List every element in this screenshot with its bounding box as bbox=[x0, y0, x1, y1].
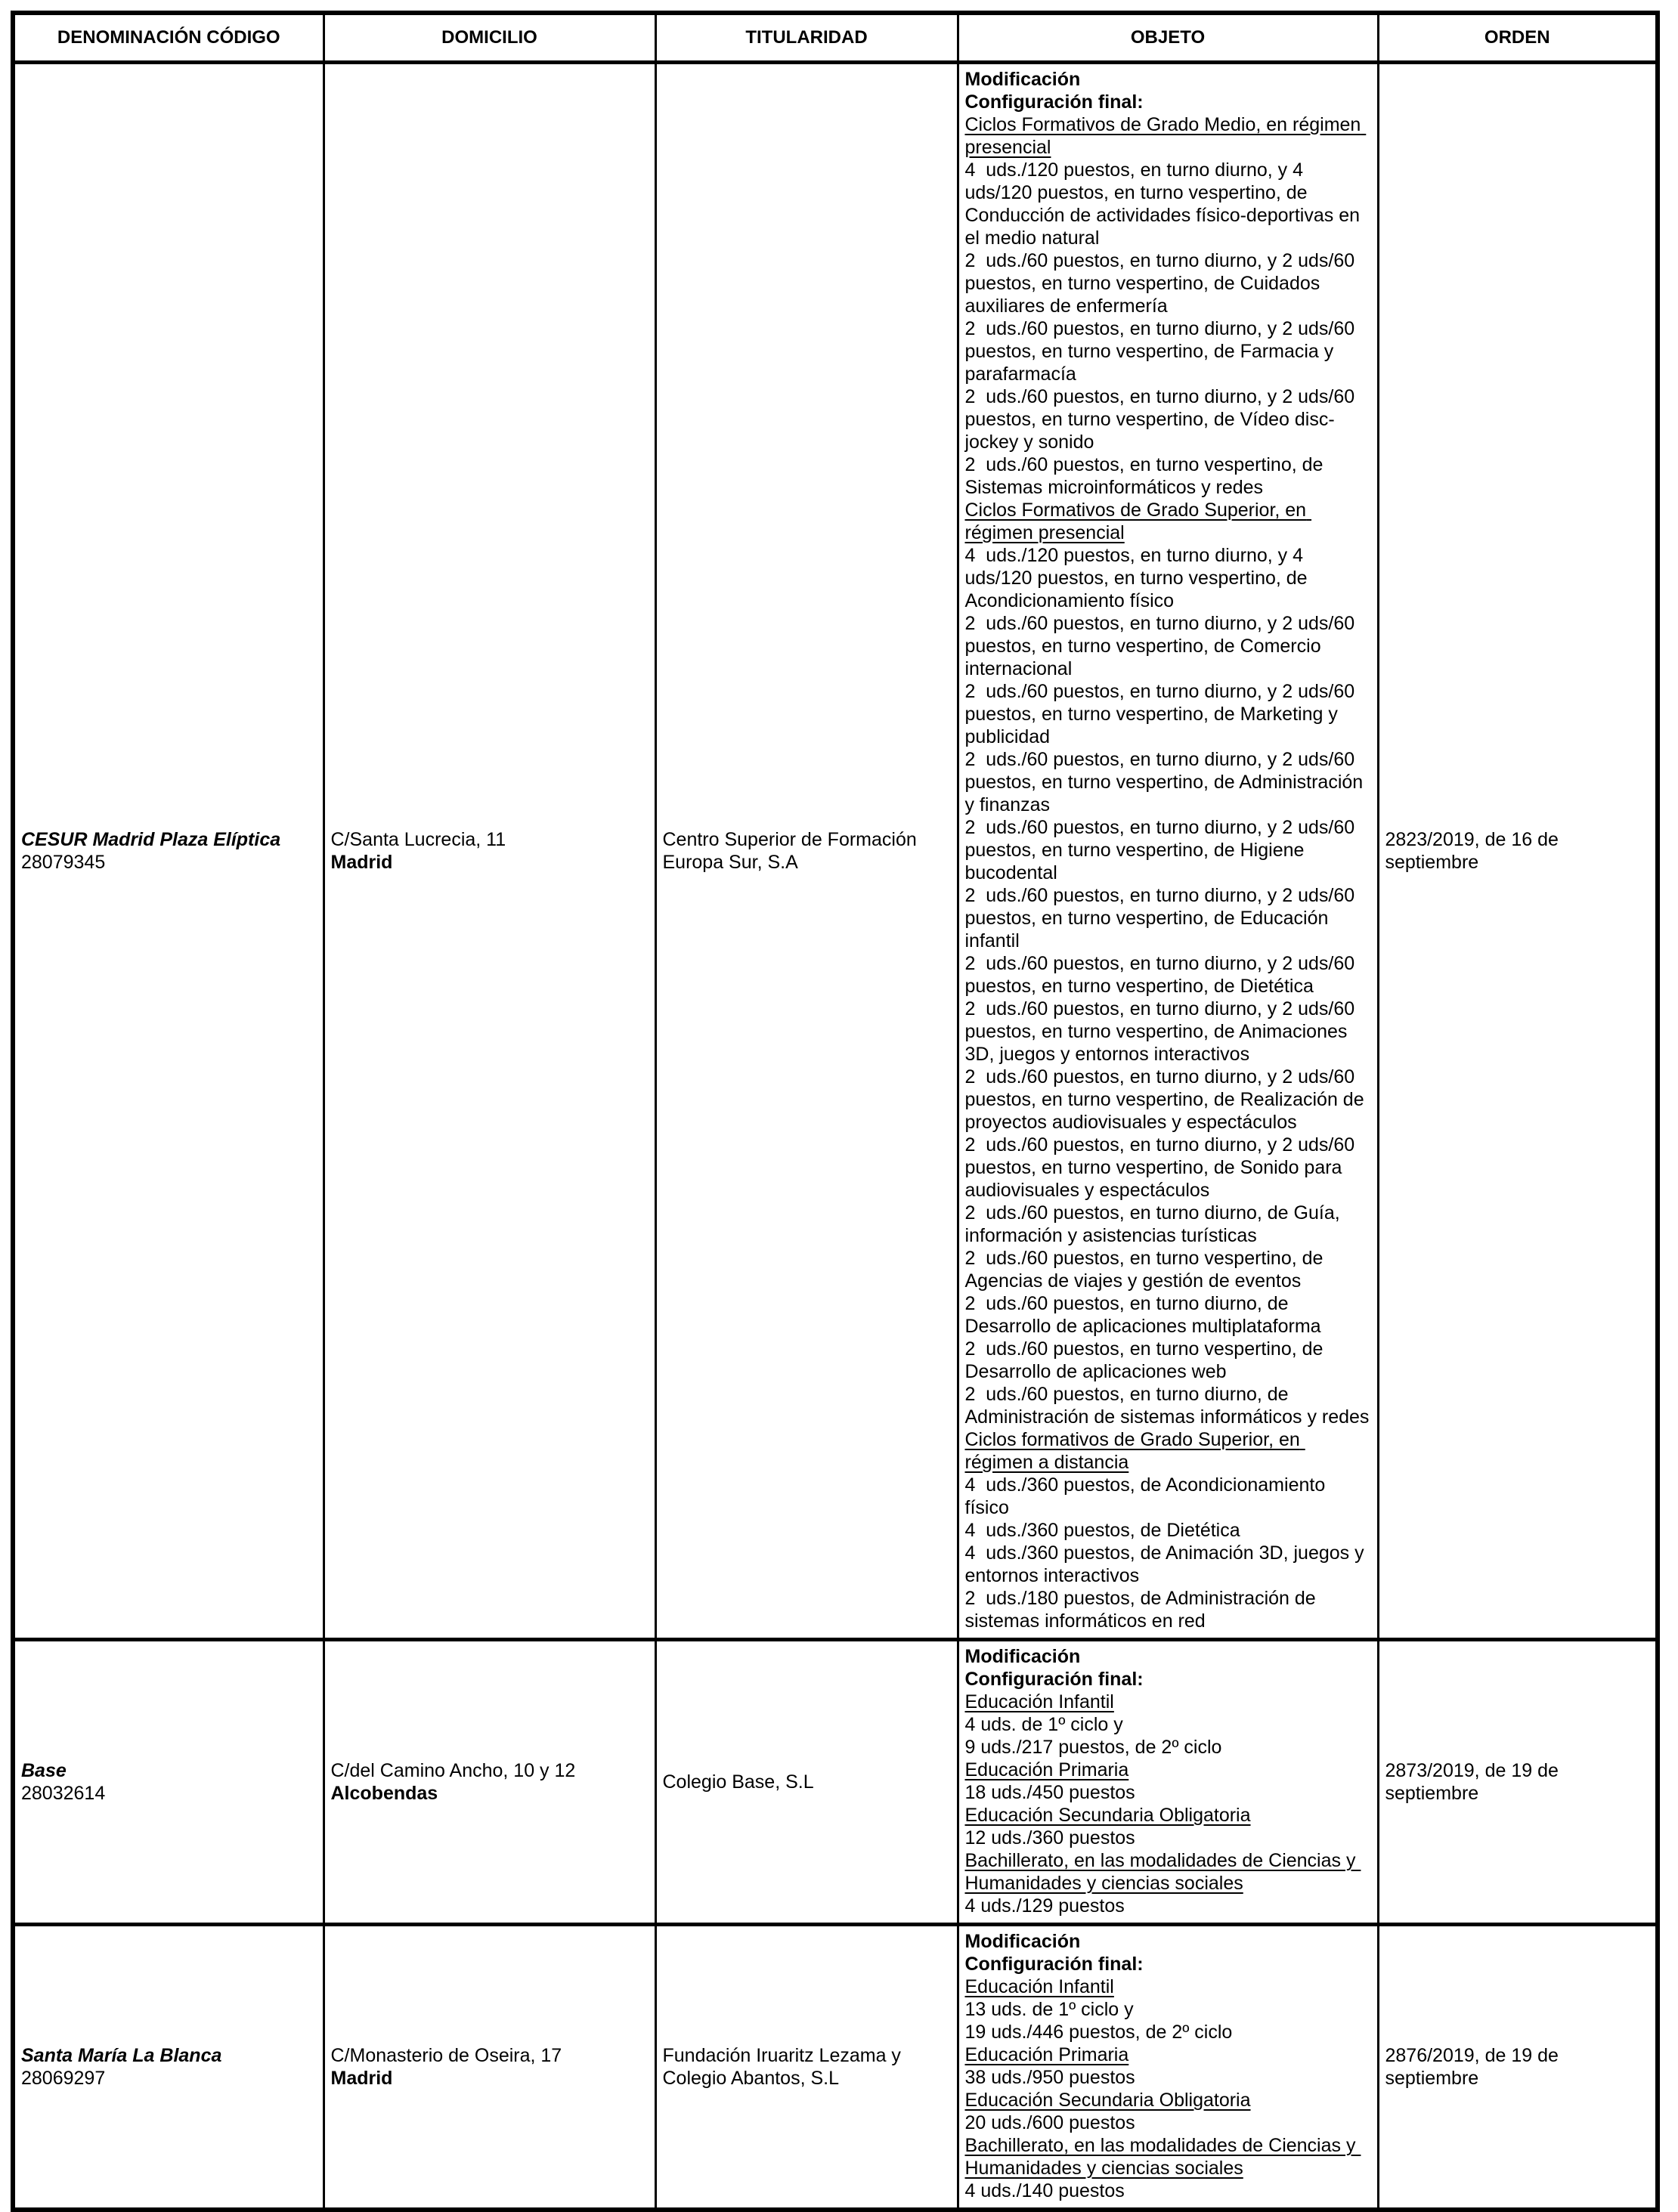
objeto-line: Configuración final: bbox=[964, 1669, 1144, 1690]
cell-orden bbox=[1378, 1640, 1658, 1925]
objeto-line: Ciclos Formativos de Grado Medio, en régimen presencial bbox=[964, 114, 1367, 158]
table-row bbox=[13, 63, 1658, 1640]
objeto-line: 2 uds./60 puestos, en turno diurno, y 2 uds/60 puestos, en turno vespertino, de Sonido para audiovisuales y espectáculos bbox=[964, 1134, 1361, 1201]
column-header-objeto: OBJETO bbox=[958, 13, 1378, 63]
objeto-line: 4 uds./360 puestos, de Animación 3D, juegos y entornos interactivos bbox=[964, 1542, 1370, 1586]
objeto-line: 4 uds./120 puestos, en turno diurno, y 4 uds/120 puestos, en turno vespertino, de Acondicionamiento físico bbox=[964, 545, 1312, 611]
objeto-line: Ciclos formativos de Grado Superior, en régimen a distancia bbox=[964, 1429, 1305, 1473]
objeto-line: 4 uds./360 puestos, de Dietética bbox=[964, 1520, 1240, 1541]
objeto-line: 2 uds./60 puestos, en turno vespertino, de Agencias de viajes y gestión de eventos bbox=[964, 1248, 1328, 1292]
objeto-line: Educación Primaria bbox=[964, 1759, 1129, 1780]
objeto-line: 2 uds./60 puestos, en turno diurno, y 2 uds/60 puestos, en turno vespertino, de Realización de proyectos audiovisuales y espectáculos bbox=[964, 1066, 1370, 1133]
document-page bbox=[0, 11, 1678, 2201]
objeto-line: 20 uds./600 puestos bbox=[964, 2112, 1135, 2133]
center-code: 28032614 bbox=[21, 1783, 106, 1804]
objeto-line: Bachillerato, en las modalidades de Ciencias y Humanidades y ciencias sociales bbox=[964, 2135, 1361, 2179]
owner: Centro Superior de Formación Europa Sur, S.A bbox=[662, 829, 917, 873]
cell-titularidad bbox=[655, 1925, 958, 2210]
cell-objeto bbox=[958, 1925, 1378, 2210]
objeto-line: Educación Secundaria Obligatoria bbox=[964, 1805, 1251, 1826]
objeto-line: Configuración final: bbox=[964, 91, 1144, 113]
header-row bbox=[13, 13, 1658, 63]
objeto-line: Ciclos Formativos de Grado Superior, en régimen presencial bbox=[964, 500, 1312, 543]
objeto-line: Modificación bbox=[964, 1646, 1081, 1667]
street: C/del Camino Ancho, 10 y 12 bbox=[330, 1760, 576, 1781]
objeto-line: 38 uds./950 puestos bbox=[964, 2067, 1135, 2088]
objeto-line: 2 uds./60 puestos, en turno diurno, y 2 uds/60 puestos, en turno vespertino, de Comercio internacional bbox=[964, 613, 1361, 679]
objeto-line: 2 uds./60 puestos, en turno diurno, de Administración de sistemas informáticos y redes bbox=[964, 1384, 1370, 1428]
objeto-line: 2 uds./60 puestos, en turno diurno, y 2 uds/60 puestos, en turno vespertino, de Dietética bbox=[964, 953, 1361, 997]
objeto-line: 13 uds. de 1º ciclo y bbox=[964, 1999, 1134, 2020]
owner: Colegio Base, S.L bbox=[662, 1771, 814, 1793]
objeto-line: Educación Infantil bbox=[964, 1691, 1114, 1712]
city: Madrid bbox=[330, 852, 393, 873]
objeto-line: Educación Primaria bbox=[964, 2044, 1129, 2065]
objeto-line: 4 uds./120 puestos, en turno diurno, y 4 uds/120 puestos, en turno vespertino, de Conducción de actividades físico-deportivas en el medio natural bbox=[964, 159, 1365, 249]
objeto-line: 19 uds./446 puestos, de 2º ciclo bbox=[964, 2022, 1233, 2043]
cell-domicilio bbox=[324, 63, 655, 1640]
objeto-line: 2 uds./60 puestos, en turno diurno, y 2 uds/60 puestos, en turno vespertino, de Cuidados auxiliares de enfermería bbox=[964, 250, 1361, 317]
owner: Fundación Iruaritz Lezama y Colegio Abantos, S.L bbox=[662, 2045, 901, 2089]
objeto-line: 2 uds./60 puestos, en turno diurno, de Guía, información y asistencias turísticas bbox=[964, 1202, 1345, 1246]
cell-denominacion bbox=[13, 63, 324, 1640]
cell-titularidad bbox=[655, 63, 958, 1640]
center-code: 28069297 bbox=[21, 2068, 106, 2089]
objeto-line: Bachillerato, en las modalidades de Ciencias y Humanidades y ciencias sociales bbox=[964, 1850, 1361, 1894]
registry-table bbox=[11, 11, 1660, 2212]
objeto-line: 2 uds./60 puestos, en turno vespertino, de Sistemas microinformáticos y redes bbox=[964, 454, 1329, 498]
center-name: Santa María La Blanca bbox=[21, 2045, 222, 2066]
cell-domicilio bbox=[324, 1925, 655, 2210]
objeto-line: Educación Secundaria Obligatoria bbox=[964, 2090, 1251, 2111]
cell-denominacion bbox=[13, 1640, 324, 1925]
cell-objeto bbox=[958, 63, 1378, 1640]
street: C/Santa Lucrecia, 11 bbox=[330, 829, 506, 850]
objeto-line: 2 uds./60 puestos, en turno diurno, y 2 uds/60 puestos, en turno vespertino, de Higiene bucodental bbox=[964, 817, 1361, 883]
objeto-line: 4 uds./129 puestos bbox=[964, 1895, 1125, 1917]
objeto-line: 4 uds./140 puestos bbox=[964, 2180, 1125, 2201]
objeto-line: 4 uds. de 1º ciclo y bbox=[964, 1714, 1123, 1735]
objeto-line: Configuración final: bbox=[964, 1954, 1144, 1975]
center-name: CESUR Madrid Plaza Elíptica bbox=[21, 829, 281, 850]
objeto-line: Modificación bbox=[964, 1931, 1081, 1952]
objeto-line: 2 uds./180 puestos, de Administración de sistemas informáticos en red bbox=[964, 1588, 1321, 1632]
objeto-line: 2 uds./60 puestos, en turno diurno, y 2 uds/60 puestos, en turno vespertino, de Administración y finanzas bbox=[964, 749, 1369, 815]
objeto-line: Educación Infantil bbox=[964, 1976, 1114, 1997]
center-code: 28079345 bbox=[21, 852, 106, 873]
objeto-line: 2 uds./60 puestos, en turno vespertino, de Desarrollo de aplicaciones web bbox=[964, 1338, 1329, 1382]
objeto-line: 2 uds./60 puestos, en turno diurno, y 2 uds/60 puestos, en turno vespertino, de Educación infantil bbox=[964, 885, 1361, 951]
objeto-line: 2 uds./60 puestos, en turno diurno, de Desarrollo de aplicaciones multiplataforma bbox=[964, 1293, 1321, 1337]
center-name: Base bbox=[21, 1760, 67, 1781]
table-row bbox=[13, 1640, 1658, 1925]
objeto-line: Modificación bbox=[964, 69, 1081, 90]
cell-orden bbox=[1378, 1925, 1658, 2210]
cell-domicilio bbox=[324, 1640, 655, 1925]
objeto-line: 4 uds./360 puestos, de Acondicionamiento físico bbox=[964, 1474, 1331, 1518]
objeto-line: 18 uds./450 puestos bbox=[964, 1782, 1135, 1803]
table-row bbox=[13, 1925, 1658, 2210]
column-header-domicilio: DOMICILIO bbox=[324, 13, 655, 63]
column-header-orden: ORDEN bbox=[1378, 13, 1658, 63]
orden: 2873/2019, de 19 de septiembre bbox=[1385, 1760, 1559, 1804]
cell-objeto bbox=[958, 1640, 1378, 1925]
objeto-line: 12 uds./360 puestos bbox=[964, 1827, 1135, 1848]
objeto-line: 2 uds./60 puestos, en turno diurno, y 2 uds/60 puestos, en turno vespertino, de Vídeo disc-jockey y sonido bbox=[964, 386, 1361, 453]
column-header-titularidad: TITULARIDAD bbox=[655, 13, 958, 63]
objeto-line: 9 uds./217 puestos, de 2º ciclo bbox=[964, 1737, 1222, 1758]
street: C/Monasterio de Oseira, 17 bbox=[330, 2045, 562, 2066]
cell-denominacion bbox=[13, 1925, 324, 2210]
column-header-denominacion: DENOMINACIÓN CÓDIGO bbox=[13, 13, 324, 63]
cell-titularidad bbox=[655, 1640, 958, 1925]
orden: 2876/2019, de 19 de septiembre bbox=[1385, 2045, 1559, 2089]
orden: 2823/2019, de 16 de septiembre bbox=[1385, 829, 1559, 873]
city: Madrid bbox=[330, 2068, 393, 2089]
objeto-line: 2 uds./60 puestos, en turno diurno, y 2 uds/60 puestos, en turno vespertino, de Animaciones 3D, juegos y entornos interactivos bbox=[964, 998, 1361, 1065]
cell-orden bbox=[1378, 63, 1658, 1640]
objeto-line: 2 uds./60 puestos, en turno diurno, y 2 uds/60 puestos, en turno vespertino, de Farmacia y parafarmacía bbox=[964, 318, 1361, 385]
objeto-line: 2 uds./60 puestos, en turno diurno, y 2 uds/60 puestos, en turno vespertino, de Marketing y publicidad bbox=[964, 681, 1361, 747]
city: Alcobendas bbox=[330, 1783, 438, 1804]
